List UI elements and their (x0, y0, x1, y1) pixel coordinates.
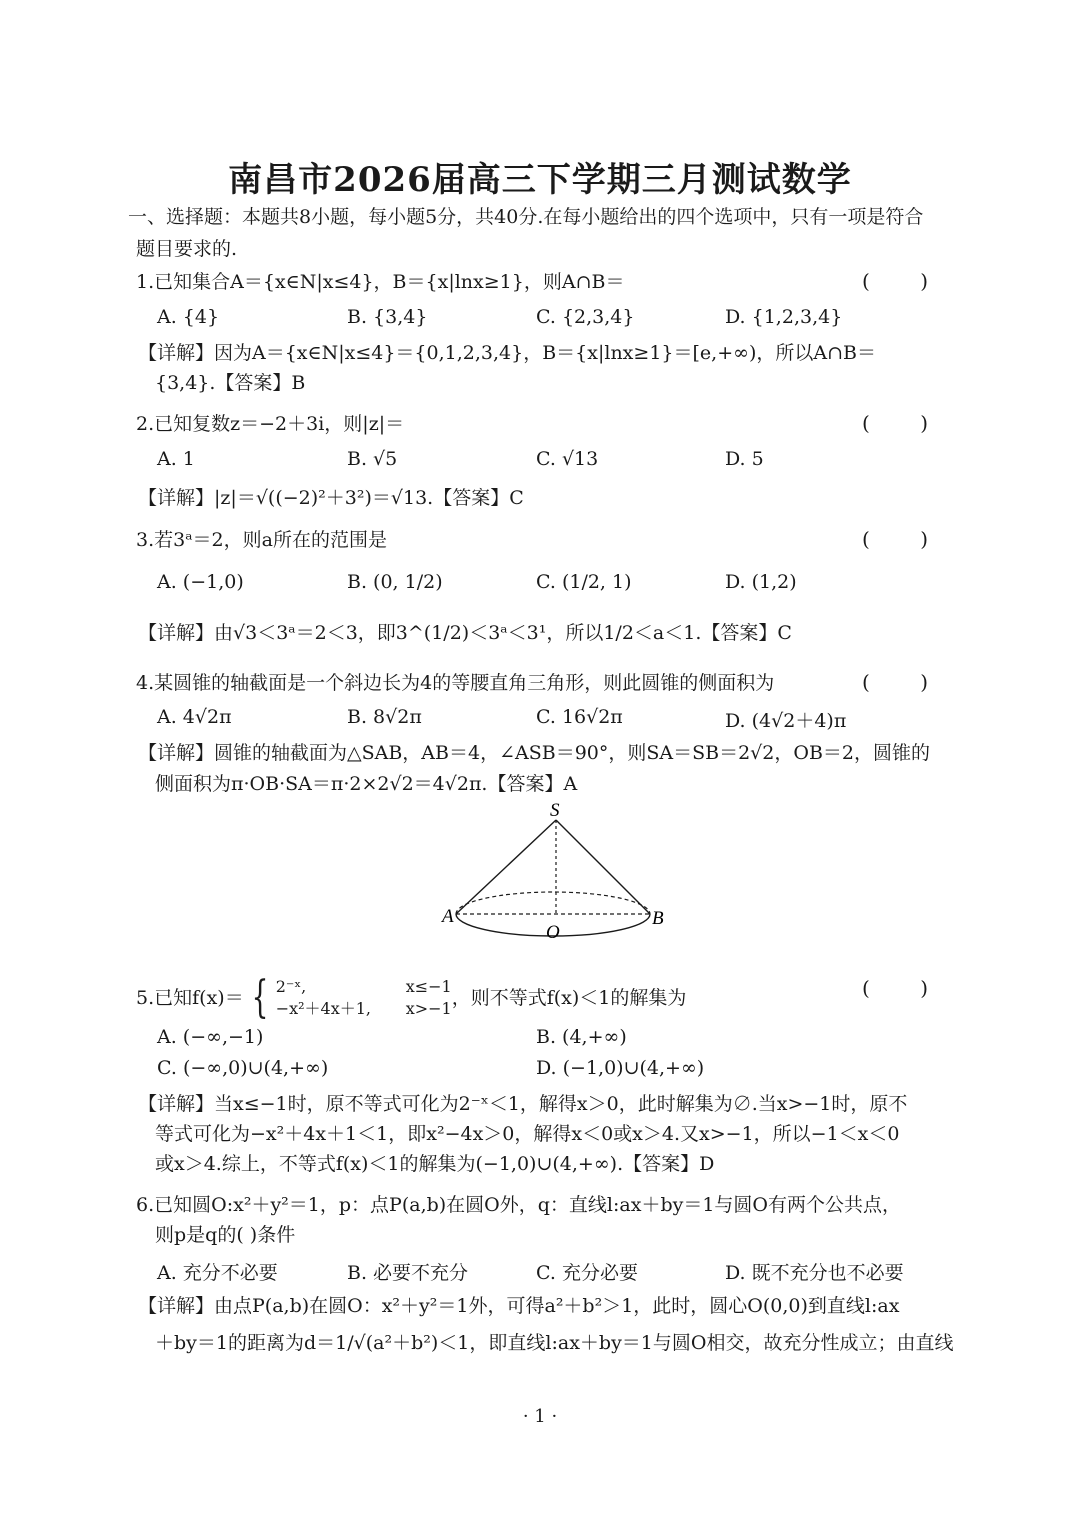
cone-figure (430, 798, 680, 948)
q5-explanation-line2: 等式可化为−x²＋4x＋1＜1，即x²−4x＞0，解得x＜0或x＞4.又x>−1，所以−1＜x＜0 (155, 1123, 900, 1145)
q4-answer-paren: ( ) (862, 670, 950, 694)
q4-option-c: C. 16√2π (536, 706, 623, 728)
cone-edge-sb (556, 820, 650, 914)
q2-option-d: D. 5 (725, 448, 764, 470)
q1-answer-paren: ( ) (862, 269, 950, 293)
q6-explanation-line2: ＋by＝1的距离为d＝1/√(a²＋b²)＜1，即直线l:ax＋by＝1与圆O相交，故充分性成立；由直线 (155, 1332, 954, 1354)
label-a: A (442, 906, 454, 927)
section-intro-line2: 题目要求的. (136, 238, 238, 260)
q6-option-c: C. 充分必要 (536, 1262, 638, 1284)
label-b: B (652, 908, 664, 929)
q3-option-c: C. (1/2, 1) (536, 571, 632, 593)
page-title: 南昌市2026届高三下学期三月测试数学 (228, 160, 852, 200)
piecewise-cases (276, 976, 452, 1020)
label-o: O (546, 922, 560, 943)
q4-explanation-line1: 【详解】圆锥的轴截面为△SAB，AB＝4，∠ASB＝90°，则SA＝SB＝2√2，OB＝2，圆锥的 (138, 742, 931, 764)
cone-base-back (456, 892, 650, 914)
cone-edge-sa (456, 820, 556, 914)
q5-option-b: B. (4,+∞) (536, 1026, 627, 1048)
q5-option-a: A. (−∞,−1) (157, 1026, 264, 1048)
q4-option-d: D. (4√2＋4)π (725, 710, 847, 732)
q6-explanation-line1: 【详解】由点P(a,b)在圆O：x²＋y²＝1外，可得a²＋b²＞1，此时，圆心O(0,0)到直线l:ax (138, 1295, 900, 1317)
q3-option-d: D. (1,2) (725, 571, 797, 593)
q5-option-c: C. (−∞,0)∪(4,+∞) (157, 1057, 329, 1079)
page-number: · 1 · (522, 1406, 558, 1427)
q1-option-b: B. {3,4} (347, 306, 428, 328)
q1-stem: 1.已知集合A＝{x∈N|x≤4}，B＝{x|lnx≥1}，则A∩B＝ (136, 271, 625, 293)
q3-option-b: B. (0, 1/2) (347, 571, 443, 593)
q2-stem: 2.已知复数z＝−2＋3i，则|z|＝ (136, 413, 405, 435)
q4-explanation-line2: 侧面积为π·OB·SA＝π·2×2√2＝4√2π.【答案】A (155, 773, 578, 795)
section-intro-line1: 一、选择题：本题共8小题，每小题5分，共40分.在每小题给出的四个选项中，只有一项是符合 (128, 206, 924, 228)
q1-explanation-line2: {3,4}.【答案】B (155, 372, 306, 394)
q2-option-a: A. 1 (157, 448, 195, 470)
q3-explanation: 【详解】由√3＜3ᵃ＝2＜3，即3^(1/2)＜3ᵃ＜3¹，所以1/2＜a＜1.【答案】C (138, 622, 792, 644)
q1-option-d: D. {1,2,3,4} (725, 306, 843, 328)
q6-option-a: A. 充分不必要 (157, 1262, 278, 1284)
q2-option-b: B. √5 (347, 448, 398, 470)
q1-explanation-line1: 【详解】因为A＝{x∈N|x≤4}＝{0,1,2,3,4}，B＝{x|lnx≥1}＝[e,+∞)，所以A∩B＝ (138, 342, 876, 364)
case1-cond: x≤−1 (405, 977, 452, 996)
q6-option-d: D. 既不充分也不必要 (725, 1262, 904, 1284)
q3-answer-paren: ( ) (862, 527, 950, 551)
case2-expr: −x²＋4x＋1, (275, 999, 372, 1018)
q3-option-a: A. (−1,0) (157, 571, 244, 593)
q5-explanation-line1: 【详解】当x≤−1时，原不等式可化为2⁻ˣ＜1，解得x＞0，此时解集为∅.当x>−1时，原不 (138, 1093, 908, 1115)
q5-stem-suffix: ，则不等式f(x)＜1的解集为 (451, 987, 687, 1009)
q4-option-b: B. 8√2π (347, 706, 422, 728)
q4-option-a: A. 4√2π (157, 706, 232, 728)
q6-option-b: B. 必要不充分 (347, 1262, 469, 1284)
q5-stem-prefix: 5.已知f(x)＝ (136, 987, 244, 1009)
q3-stem: 3.若3ᵃ＝2，则a所在的范围是 (136, 529, 387, 551)
q5-option-d: D. (−1,0)∪(4,+∞) (536, 1057, 705, 1079)
q6-stem-line2: 则p是q的( )条件 (155, 1224, 296, 1246)
case1-expr: 2⁻ˣ, (275, 977, 307, 996)
q2-explanation: 【详解】|z|＝√((−2)²＋3²)＝√13.【答案】C (138, 487, 524, 509)
q5-explanation-line3: 或x＞4.综上，不等式f(x)＜1的解集为(−1,0)∪(4,+∞).【答案】D (155, 1153, 715, 1175)
q4-stem: 4.某圆锥的轴截面是一个斜边长为4的等腰直角三角形，则此圆锥的侧面积为 (136, 672, 775, 694)
q6-stem-line1: 6.已知圆O:x²＋y²＝1，p：点P(a,b)在圆O外，q：直线l:ax＋by＝1与圆O有两个公共点， (136, 1194, 902, 1216)
label-s: S (550, 800, 560, 821)
q1-option-a: A. {4} (157, 306, 220, 328)
q5-stem (136, 972, 687, 1023)
q2-answer-paren: ( ) (862, 411, 950, 435)
piecewise-brace: { (251, 972, 269, 1023)
q1-option-c: C. {2,3,4} (536, 306, 635, 328)
q5-answer-paren: ( ) (862, 976, 950, 1000)
q2-option-c: C. √13 (536, 448, 599, 470)
case2-cond: x>−1 (405, 999, 452, 1018)
